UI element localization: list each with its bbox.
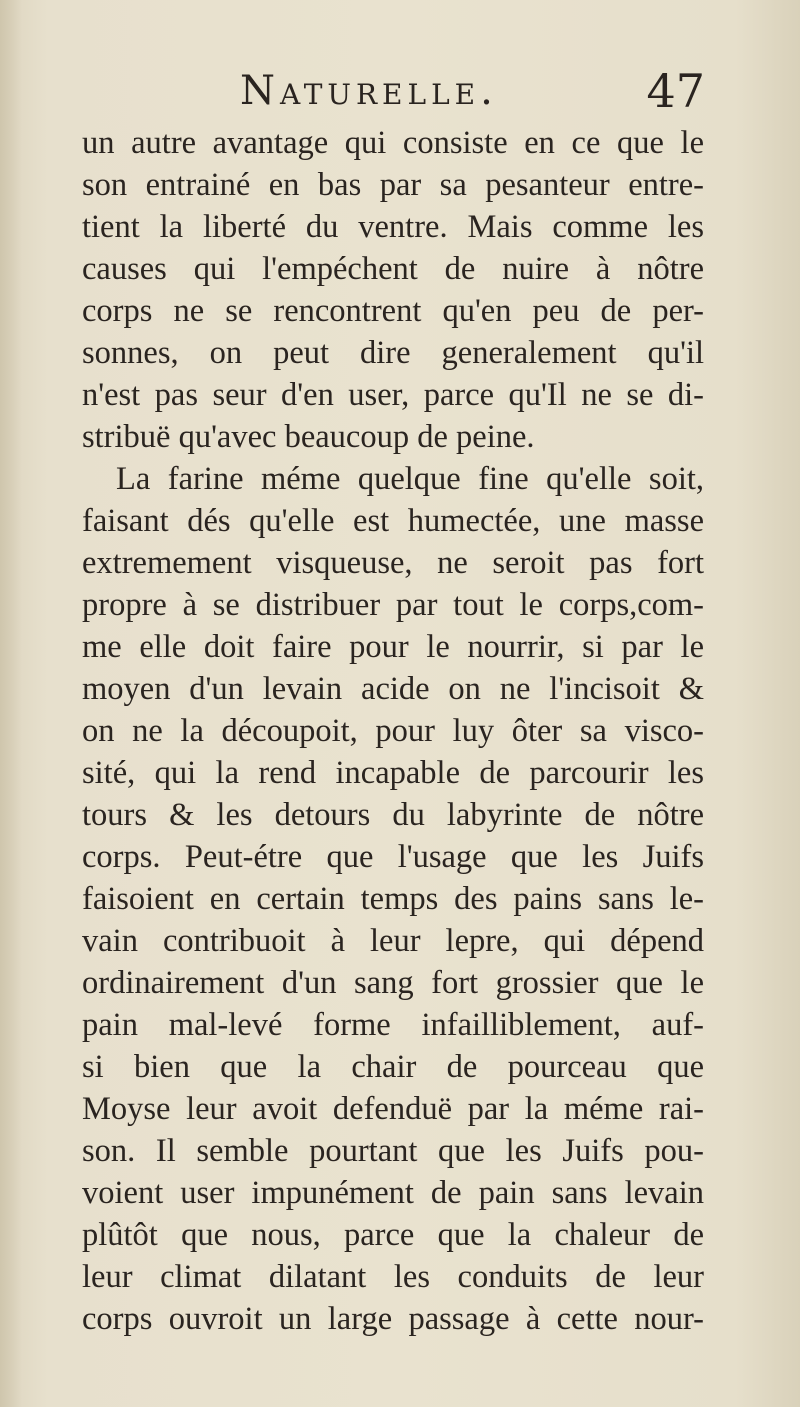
text-line: voient user impunément de pain sans levain — [82, 1175, 704, 1211]
text-line: faisoient en certain temps des pains sans le- — [82, 881, 704, 917]
text-line: extremement visqueuse, ne seroit pas fort — [82, 545, 704, 581]
page-number: 47 — [646, 64, 705, 118]
text-line: corps ne se rencontrent qu'en peu de per- — [82, 293, 704, 329]
text-line: si bien que la chair de pourceau que — [82, 1049, 704, 1085]
text-line: pain mal-levé forme infailliblement, auf- — [82, 1007, 704, 1043]
running-head-title: Naturelle. — [240, 68, 498, 114]
text-line: corps ouvroit un large passage à cette nour- — [82, 1301, 704, 1337]
text-line: propre à se distribuer par tout le corps,com- — [82, 587, 704, 623]
text-line: moyen d'un levain acide on ne l'incisoit & — [82, 671, 704, 707]
text-line: causes qui l'empéchent de nuire à nôtre — [82, 251, 704, 287]
text-line: ordinairement d'un sang fort grossier que le — [82, 965, 704, 1001]
text-line: tient la liberté du ventre. Mais comme les — [82, 209, 704, 245]
text-line: on ne la découpoit, pour luy ôter sa visco- — [82, 713, 704, 749]
text-line: Moyse leur avoit defenduë par la méme rai- — [82, 1091, 704, 1127]
text-line: sonnes, on peut dire generalement qu'il — [82, 335, 704, 371]
text-line: corps. Peut-étre que l'usage que les Juifs — [82, 839, 704, 875]
text-line: n'est pas seur d'en user, parce qu'Il ne se di- — [82, 377, 704, 413]
text-line: tours & les detours du labyrinte de nôtre — [82, 797, 704, 833]
running-head — [240, 62, 705, 122]
text-line: vain contribuoit à leur lepre, qui dépend — [82, 923, 704, 959]
body-text — [82, 122, 704, 1340]
text-line: me elle doit faire pour le nourrir, si par le — [82, 629, 704, 665]
text-line: son. Il semble pourtant que les Juifs pou- — [82, 1133, 704, 1169]
text-line: sité, qui la rend incapable de parcourir les — [82, 755, 704, 791]
page-gutter-shadow — [0, 0, 22, 1407]
text-line: leur climat dilatant les conduits de leur — [82, 1259, 704, 1295]
text-line: son entrainé en bas par sa pesanteur entre- — [82, 167, 704, 203]
text-line: faisant dés qu'elle est humectée, une masse — [82, 503, 704, 539]
text-line: plûtôt que nous, parce que la chaleur de — [82, 1217, 704, 1253]
text-line: un autre avantage qui consiste en ce que le — [82, 125, 704, 161]
text-line: La farine méme quelque fine qu'elle soit, — [116, 461, 704, 497]
text-line: stribuë qu'avec beaucoup de peine. — [82, 419, 535, 455]
